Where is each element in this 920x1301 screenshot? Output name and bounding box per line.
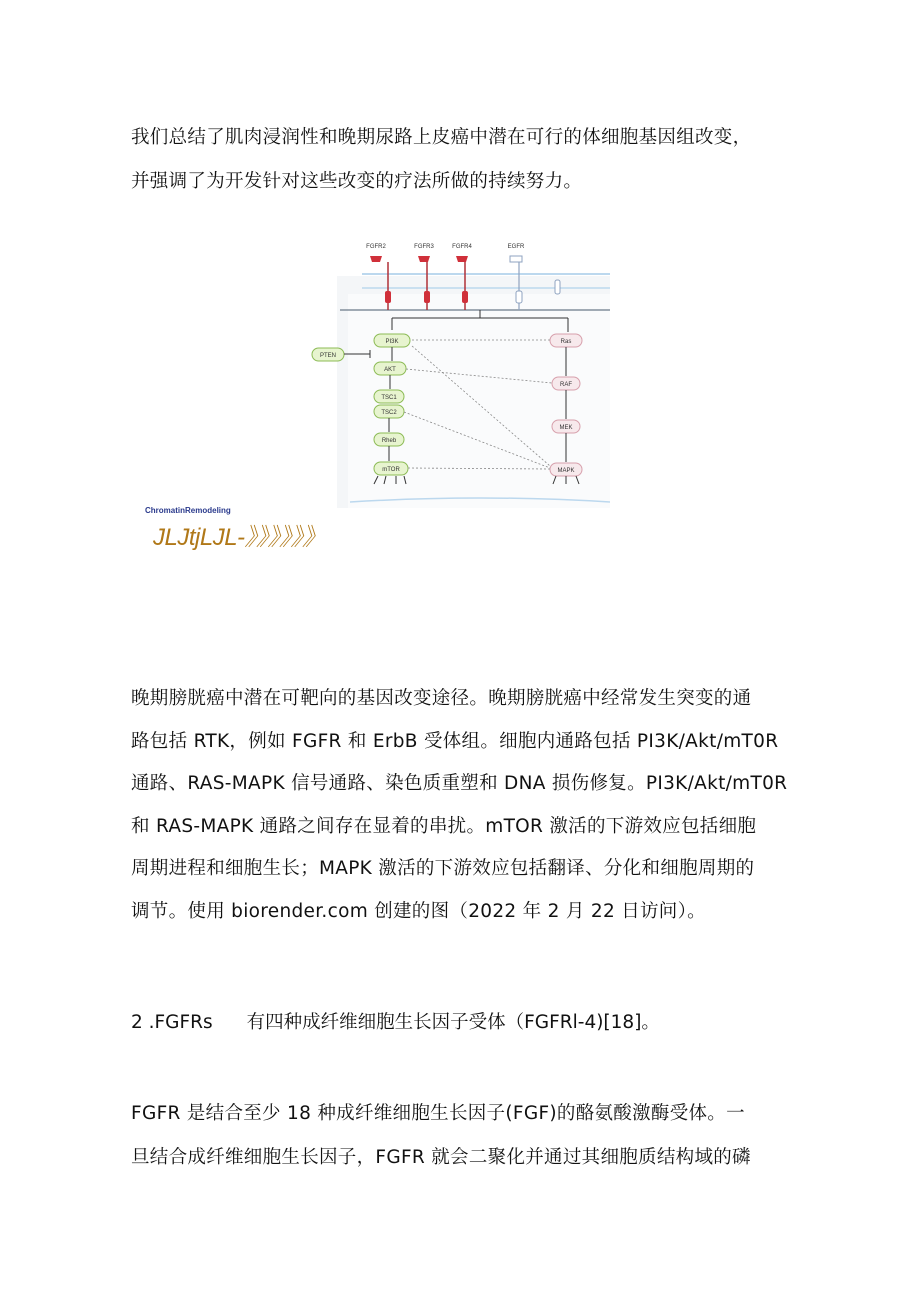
- svg-text:Rheb: Rheb: [381, 438, 397, 444]
- receptor-label: EGFR: [507, 244, 525, 250]
- svg-text:RAF: RAF: [560, 382, 572, 388]
- svg-text:Ras: Ras: [560, 339, 572, 345]
- raf-node: [552, 377, 580, 390]
- body-line: FGFR 是结合至少 18 种成纤维细胞生长因子(FGF)的酪氨酸激酶受体。一: [131, 1103, 745, 1124]
- receptor-label: FGFR2: [366, 244, 386, 250]
- intro-paragraph: [131, 116, 801, 204]
- caption-line: 调节。使用 biorender.com 创建的图（2022 年 2 月 22 日访问）。: [131, 900, 706, 922]
- svg-text:PTEN: PTEN: [319, 353, 337, 359]
- caption-line: 晚期膀胱癌中潜在可靶向的基因改变途径。晚期膀胱癌中经常发生突变的通: [131, 688, 752, 709]
- svg-text:MAPK: MAPK: [557, 468, 575, 474]
- pten-node: [312, 348, 344, 361]
- rheb-node: [374, 433, 404, 446]
- intro-line: 我们总结了肌肉浸润性和晚期尿路上皮癌中潜在可行的体细胞基因组改变，: [131, 127, 752, 148]
- svg-text:MEK: MEK: [559, 425, 573, 431]
- section-heading: [131, 1008, 660, 1038]
- caption-line: 通路、RAS-MAPK 信号通路、染色质重塑和 DNA 损伤修复。PI3K/Akt/mT0R: [131, 773, 788, 794]
- chromatin-remodeling-label: ChromatinRemodeling: [145, 506, 231, 515]
- caption-line: 和 RAS-MAPK 通路之间存在显着的串扰。mTOR 激活的下游效应包括细胞: [131, 815, 757, 837]
- akt-node: [374, 362, 406, 375]
- section-title: 有四种成纤维细胞生长因子受体（FGFRl-4)[18]。: [246, 1012, 660, 1033]
- intro-line: 并强调了为开发针对这些改变的疗法所做的持续努力。: [131, 171, 583, 192]
- svg-text:mTOR: mTOR: [382, 467, 400, 473]
- garbled-ocr-text: JLJtjLJL-》》》》》》: [153, 524, 326, 551]
- svg-text:TSC2: TSC2: [381, 410, 397, 416]
- body-paragraph: [131, 1092, 801, 1180]
- receptor-label: FGFR4: [452, 244, 472, 250]
- svg-text:PI3K: PI3K: [385, 339, 399, 345]
- svg-text:TSC1: TSC1: [381, 395, 397, 401]
- ras-node: [550, 334, 582, 347]
- pi3k-node: [374, 334, 410, 347]
- caption-line: 路包括 RTK，例如 FGFR 和 ErbB 受体组。细胞内通路包括 PI3K/Akt/mT0R: [131, 730, 779, 752]
- mtor-node: [374, 462, 408, 475]
- receptor-label: FGFR3: [414, 244, 434, 250]
- pathway-diagram: [300, 236, 610, 508]
- svg-text:AKT: AKT: [384, 367, 396, 373]
- mek-node: [552, 420, 580, 433]
- tsc2-node: [374, 405, 404, 418]
- figure-caption: [131, 678, 801, 933]
- mapk-node: [550, 463, 582, 476]
- body-line: 旦结合成纤维细胞生长因子，FGFR 就会二聚化并通过其细胞质结构域的磷: [131, 1147, 751, 1168]
- caption-line: 周期进程和细胞生长；MAPK 激活的下游效应包括翻译、分化和细胞周期的: [131, 858, 755, 879]
- section-number: 2 .FGFRs: [131, 1012, 213, 1033]
- tsc1-node: [374, 390, 404, 403]
